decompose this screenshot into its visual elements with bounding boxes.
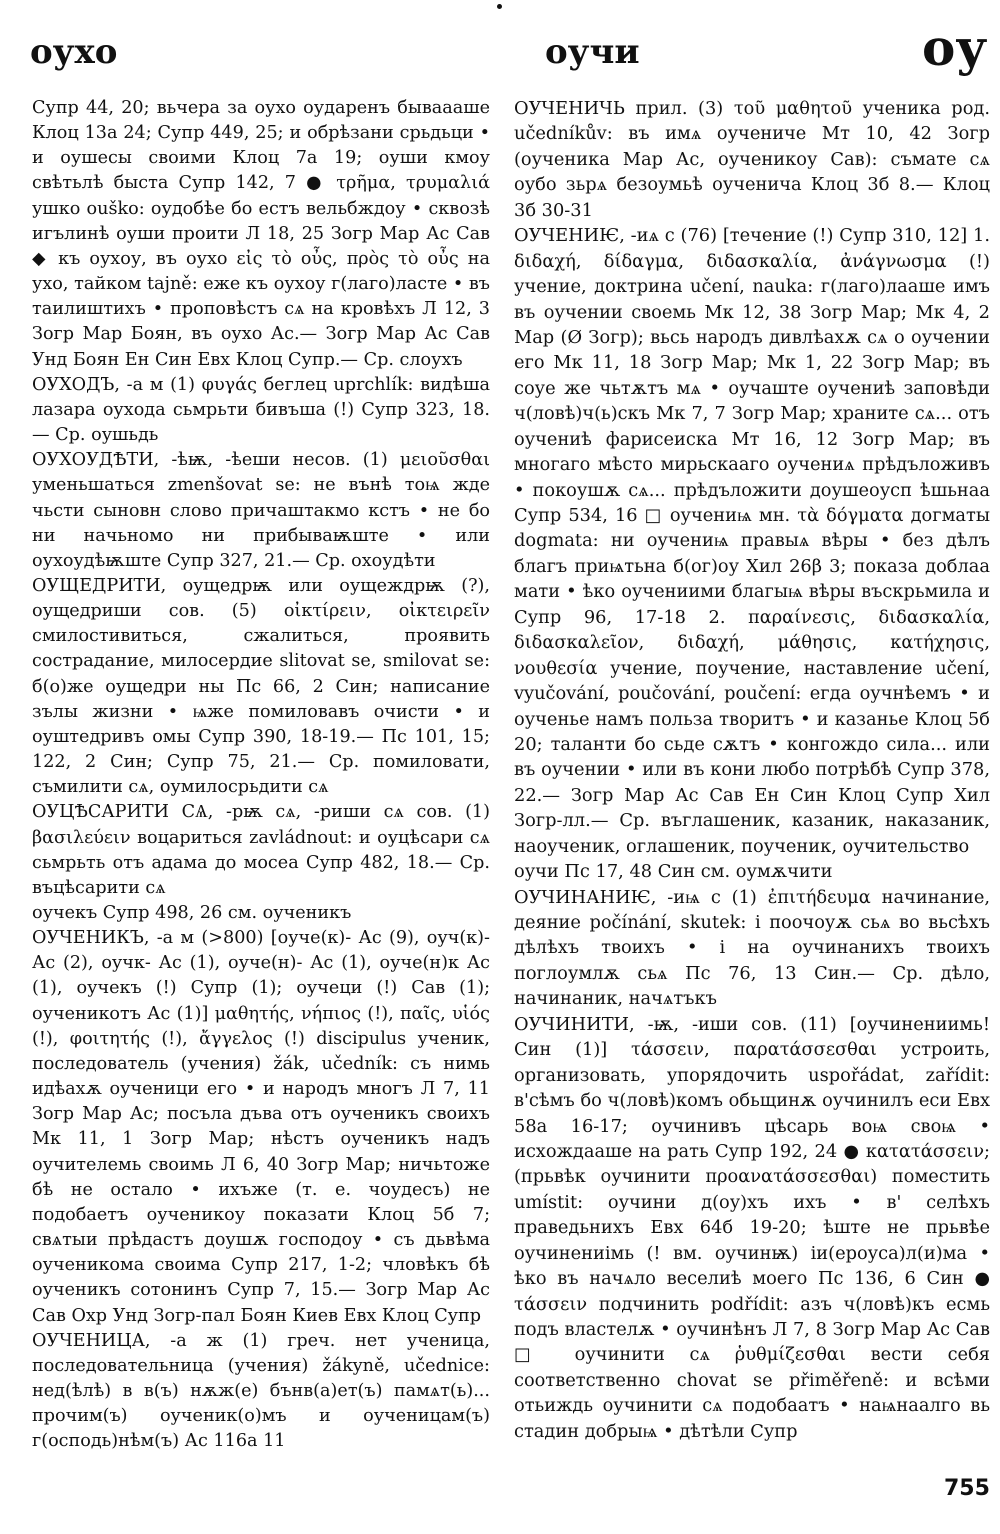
left-column <box>32 96 490 1454</box>
entry-text: ОУЧЕНИЦА, -а ж (1) греч. нет ученица, последовательница (учения) žákyně, učednice: нед(ѣлѣ) в в(ъ) нѫж(е) бънв(а)ет(ъ) памѧт(ь)... прочим(ъ) оученик(о)мъ и оученицам(ъ) г(осподь)нѣм(ъ) Ас 116а 11 <box>32 1330 490 1452</box>
entry-text: ОУЧЕНИѤ, -иѧ с (76) [течение (!) Супр 310, 12] 1. διδαχή, δίδαγμα, διδασκαλία, ἀνάγνωσμα (!) учение, доктрина učení, nauka: г(лаго)лааше имъ въ оучении своемь Мк 12, 38 Зогр Мар; Мк 4, 2 Мар (Ø Зогр); вьсь народъ дивлѣахѫ сѧ о оучении его Мк 11, 18 Зогр Мар; Мк 1, 22 Зогр Мар; въ соуе же чьтѫтъ мѧ • оучаште оучениѣ заповѣди ч(ловѣ)ч(ь)скъ Мк 7, 7 Зогр Мар; храните сѧ... отъ оучениѣ фарисеиска Мт 16, 12 Зогр Мар; въ многаго мѣсто мирьскааго оучениѧ прѣдъложивъ • покоушѫ сѧ... прѣдъложити доушеоусп ѣшьнаа Супр 534, 16 □ оучениѩ мн. τὰ δόγματα догматы dogmata: ни оучениѩ правыѧ вѣры • без дѣлъ благъ приѩтьна б(ог)оу Хил 26β 3; показа доблаа мати • ѣко оучениими благыѩ вѣры въскрьмила и Супр 96, 17-18 2. παραίνεσις, διδασκαλία, διδασκαλεῖον, διδαχή, μάθησις, κατήχησις, νουθεσία учение, поучение, наставление učení, vyučování, poučování, poučení: егда оучнѣемъ • и оученье намъ польза творитъ • и казанье Клоц 5б 20; таланти бо сьде сѫтъ • конгождо сила... или въ оучении • или въ кони любо потрѣбѣ Супр 378, 22.— Зогр Мар Ас Сав Ен Син Клоц Супр Хил Зогр-лл.— Ср. въглашеник, казаник, наказаник, наоученик, оглашеник, поученик, оучительство <box>514 225 990 857</box>
right-column <box>514 96 990 1444</box>
entry-text: ОУЧИНИТИ, -ѭ, -иши сов. (11) [оучинениимь! Син (1)] τάσσειν, παρατάσσεσθαι устроить, организовать, упорядочить uspořádat, zařídit: в'сѣмъ бо ч(ловѣ)комъ обьщинѫ оучинилъ еси Евх 58а 16-17; оучинивъ цѣсарь воѩ своѩ • исхождааше на рать Супр 192, 24 ● κατατάσσειν; (прьвѣк оучинити προανατάσσεσθαι) поместить umístit: оучини д(оу)хъ ихъ • в' селѣхъ праведьнихъ Евх 64б 19-20; ѣште не прьвѣе оучинениімь (! вм. оучинѭ) іи(ероуса)л(и)ма • ѣко въ начѧло веселиѣ моего Пс 136, 6 Син ● τάσσειν подчинить podřídit: азъ ч(ловѣ)къ есмь подъ властелѫ • оучинѣнъ Л 7, 8 Зогр Мар Ас Сав □ оучинити сѧ ῥυθμίζεσθαι вести себя соответственно chovat se přiměřeně: и всѣми отьиждь оучинити сѧ подобаатъ • наѩнаалго вь стадин добрыѩ • дѣтѣли Супр <box>514 1013 990 1442</box>
entry-text: ОУХОДЪ, -а м (1) φυγάς беглец uprchlík: видѣша лазара оухода сьмрьти бивъша (!) Супр 323, 18.— Ср. оушьдь <box>32 374 490 446</box>
section-letter: оу <box>922 18 988 77</box>
running-head-left: оухо <box>30 32 118 72</box>
entry-text: ОУЧЕНИЧЬ прил. (3) τοῦ μαθητοῦ ученика род. učedníkův: въ имѧ оученичe Мт 10, 42 Зогр (оученика Мар Ас, оученикоу Сав): съмате сѧ оубо зьрѧ безоумьѣ оученича Клоц 3б 8.— Клоц 3б 30-31 <box>514 98 990 221</box>
entry-text: ОУЩЕДРИТИ, оущедрѭ или оущеждрѭ (?), оущедриши сов. (5) οἰκτίρειν, οἰκτειρεῖν смилостивиться, сжалиться, проявить сострадание, милосердие slitovat se, smilovat se: б(о)же оущедри ны Пс 66, 2 Син; написание зълы жизни • ѩже помиловавъ очисти • и оуштедривъ омы Супр 390, 18-19.— Пс 101, 15; 122, 2 Син; Супр 75, 21.— Ср. помиловати, съмилити сѧ, оумилосрьдити сѧ <box>32 575 490 798</box>
entry-text: ОУЧИНАНИѤ, -иѩ с (1) ἐπιτήδευμα начинание, деяние počínání, skutek: і поочоуѫ сьѧ во вьсѣхъ дѣлѣхъ твоихъ • і на оучинанихъ твоихъ поглоумлѫ сьѧ Пс 76, 13 Син.— Ср. дѣло, начинаник, начѧтъкъ <box>514 886 990 1010</box>
entry-text: оучекъ Супр 498, 26 см. оученикъ <box>32 903 352 923</box>
running-head-middle: оучи <box>545 32 640 72</box>
entry-text: ОУЧЕНИКЪ, -а м (>800) [оуче(к)- Ас (9), оуч(к)- Ас (2), оучк- Ас (1), оуче(н)- Ас (1), оуче(н)к Ас (1), оучекъ (!) Супр (1); оучеци (!) Сав (1); оученикотъ Ас (1)] μαθητής, νήπιος (!), παῖς, υἱός (!), φοιτητής (!), ἄγγελος (!) discipulus ученик, последователь (учения) žák, učedník: съ нимь идѣахѫ оученици его • и народъ многъ Л 7, 11 Зогр Мар Ас; посъла дъва отъ оученикъ своихъ Мк 11, 1 Зогр Мар; нѣстъ оученикъ надъ оучителемь своимь Л 6, 40 Зогр Мар; ничьтоже бѣ не остало • ихъже (т. е. чоудесъ) не подобаетъ оученикоу показати Клоц 5б 7; свѧтыи прѣдастъ доушѫ господоу • съ дьвѣма оученикома своима Супр 217, 1-2; чловѣкъ бѣ оученикъ сотонинъ Супр 7, 15.— Зогр Мар Ас Сав Охр Унд Зогр-пал Боян Киев Евх Клоц Супр <box>32 928 490 1326</box>
page-number: 755 <box>944 1476 990 1501</box>
entry-text: ОУХОУДѢТИ, -ѣѭ, -ѣеши несов. (1) μειοῦσθαι уменьшаться zmenšovat se: не вънѣ тоѩ жде чьсти сыновн слово причаштакмо кстъ • не бо ни начьномо ни прибываѭште • или оухоудѣѭште Супр 327, 21.— Ср. охоудѣти <box>32 450 490 571</box>
entry-text: Супр 44, 20; вьчера за оухо оударенъ бываааше Клоц 13а 24; Супр 449, 25; и обрѣзани срьдьци • и оушесы своими Клоц 7а 19; оуши кмоу свѣтьлѣ быста Супр 142, 7 ● τρῆμα, τρυμαλιά ушко ouško: оудобѣе бо естъ вельбждоу • сквозѣ игълинѣ оуши проити Л 18, 25 Зогр Мар Ас Сав ◆ къ оухоу, въ оухо εἰς τὸ οὖς, πρὸς τὸ οὖς на ухо, тайком tajně: еже къ оухоу г(лаго)ласте • въ таилиштихъ • проповѣстъ сѧ на кровѣхъ Л 12, 3 Зогр Мар Боян, въ оухо Ас.— Зогр Мар Ас Сав Унд Боян Ен Син Евх Клоц Супр.— Ср. слоухъ <box>32 98 490 370</box>
decorative-dot <box>497 4 502 9</box>
entry-text: оучи Пс 17, 48 Син см. оумѫчити <box>514 861 833 883</box>
entry-text: ОУЦѢСАРИТИ СѦ, -рѭ сѧ, -риши сѧ сов. (1) βασιλεύειν воцариться zavládnout: и оуцѣсари сѧ сьмрьть отъ адама до мосеа Супр 482, 18.— Ср. въцѣсарити сѧ <box>32 802 490 898</box>
